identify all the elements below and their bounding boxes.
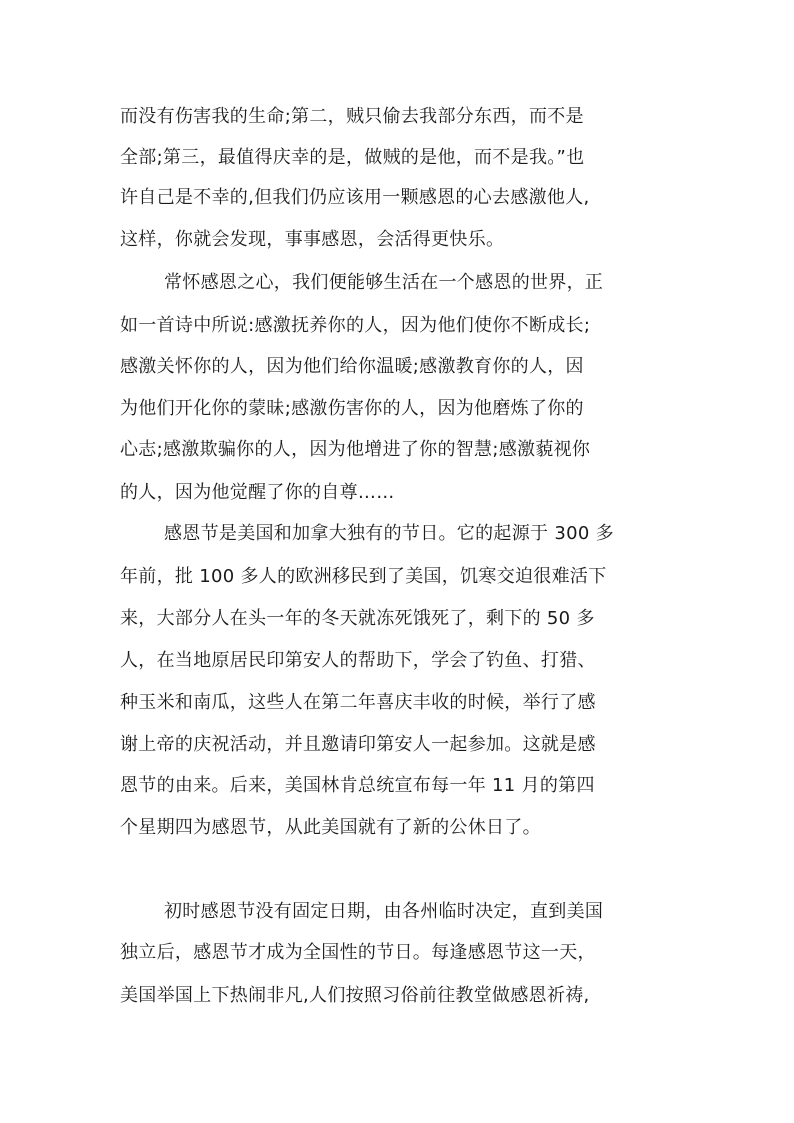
paragraph-4-line-1: 初时感恩节没有固定日期，由各州临时决定，直到美国 <box>164 901 604 922</box>
paragraph-2-line-1: 常怀感恩之心，我们便能够生活在一个感恩的世界，正 <box>164 272 604 293</box>
paragraph-2-line-4: 为他们开化你的蒙昧;感激伤害你的人，因为他磨炼了你的 <box>120 398 584 419</box>
paragraph-4-line-2: 独立后，感恩节才成为全国性的节日。每逢感恩节这一天， <box>120 942 596 963</box>
paragraph-2-line-2: 如一首诗中所说:感激抚养你的人，因为他们使你不断成长; <box>120 315 591 336</box>
paragraph-3-line-1: 感恩节是美国和加拿大独有的节日。它的起源于 300 多 <box>164 523 614 544</box>
paragraph-1-line-2: 全部;第三，最值得庆幸的是，做贼的是他，而不是我。”也 <box>120 147 585 168</box>
paragraph-1-line-4: 这样，你就会发现，事事感恩，会活得更快乐。 <box>120 229 505 250</box>
paragraph-3-line-6: 谢上帝的庆祝活动，并且邀请印第安人一起参加。这就是感 <box>120 734 596 755</box>
paragraph-3-line-4: 人，在当地原居民印第安人的帮助下，学会了钓鱼、打猎、 <box>120 650 596 671</box>
paragraph-3-line-3: 来，大部分人在头一年的冬天就冻死饿死了，剩下的 50 多 <box>120 608 595 629</box>
paragraph-4-line-3: 美国举国上下热闹非凡,人们按照习俗前往教堂做感恩祈祷, <box>120 985 590 1006</box>
paragraph-2-line-5: 心志;感激欺骗你的人，因为他增进了你的智慧;感激藐视你 <box>120 439 591 460</box>
paragraph-1-line-3: 许自己是不幸的,但我们仍应该用一颗感恩的心去感激他人, <box>120 187 590 208</box>
paragraph-2-line-6: 的人，因为他觉醒了你的自尊…… <box>120 482 395 503</box>
paragraph-3-line-7: 恩节的由来。后来，美国林肯总统宣布每一年 11 月的第四 <box>120 775 595 796</box>
paragraph-1-line-1: 而没有伤害我的生命;第二，贼只偷去我部分东西，而不是 <box>120 106 584 127</box>
paragraph-3-line-5: 种玉米和南瓜，这些人在第二年喜庆丰收的时候，举行了感 <box>120 692 596 713</box>
paragraph-3-line-8: 个星期四为感恩节，从此美国就有了新的公休日了。 <box>120 817 541 838</box>
paragraph-2-line-3: 感激关怀你的人，因为他们给你温暖;感激教育你的人，因 <box>120 356 584 377</box>
paragraph-3-line-2: 年前，批 100 多人的欧洲移民到了美国，饥寒交迫很难活下 <box>120 566 607 587</box>
